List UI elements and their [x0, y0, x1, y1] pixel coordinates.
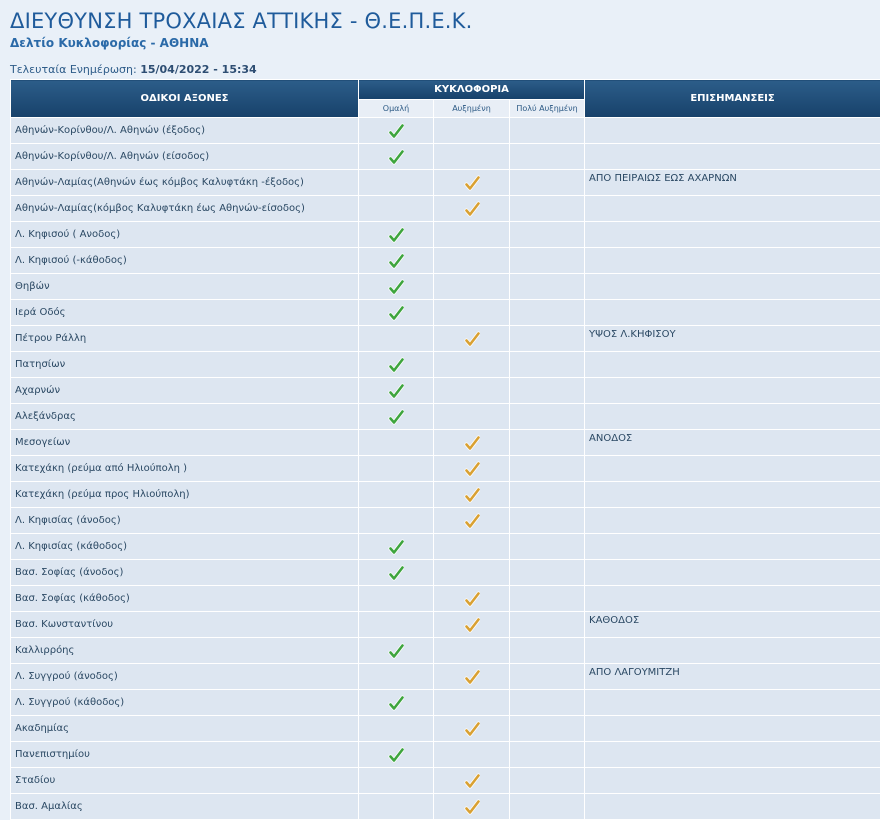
table-row [11, 274, 880, 300]
page-header [10, 8, 870, 51]
checkmark-icon [464, 201, 480, 217]
road-name: Βασ. Αμαλίας [11, 794, 359, 820]
road-name: Λ. Συγγρού (κάθοδος) [11, 690, 359, 716]
status-very-increased-cell [510, 612, 585, 638]
status-increased-cell [434, 768, 510, 794]
note-cell [585, 794, 880, 820]
note-cell [585, 404, 880, 430]
table-row [11, 534, 880, 560]
status-normal-cell [359, 378, 434, 404]
status-very-increased-cell [510, 508, 585, 534]
table-row [11, 378, 880, 404]
status-increased-cell [434, 430, 510, 456]
status-very-increased-cell [510, 794, 585, 820]
status-very-increased-cell [510, 586, 585, 612]
status-normal-cell [359, 482, 434, 508]
table-row [11, 638, 880, 664]
status-normal-cell [359, 300, 434, 326]
checkmark-icon [388, 695, 404, 711]
status-normal-cell [359, 352, 434, 378]
status-increased-cell [434, 248, 510, 274]
traffic-table [10, 79, 880, 820]
note-cell: ΑΠΟ ΛΑΓΟΥΜΙΤΖΗ [585, 664, 880, 690]
status-increased-cell [434, 196, 510, 222]
note-cell [585, 768, 880, 794]
note-cell: ΥΨΟΣ Λ.ΚΗΦΙΣΟΥ [585, 326, 880, 352]
checkmark-icon [464, 773, 480, 789]
header-very-increased: Πολύ Αυξημένη [510, 99, 585, 117]
table-row [11, 222, 880, 248]
table-row [11, 456, 880, 482]
road-name: Βασ. Κωνσταντίνου [11, 612, 359, 638]
road-name: Βασ. Σοφίας (άνοδος) [11, 560, 359, 586]
status-increased-cell [434, 274, 510, 300]
note-cell [585, 300, 880, 326]
header-notes: ΕΠΙΣΗΜΑΝΣΕΙΣ [585, 80, 880, 118]
checkmark-icon [464, 331, 480, 347]
table-row [11, 742, 880, 768]
road-name: Κατεχάκη (ρεύμα προς Ηλιούπολη) [11, 482, 359, 508]
table-row [11, 430, 880, 456]
status-increased-cell [434, 638, 510, 664]
status-increased-cell [434, 612, 510, 638]
status-normal-cell [359, 170, 434, 196]
checkmark-icon [464, 669, 480, 685]
road-name: Λ. Κηφισού (-κάθοδος) [11, 248, 359, 274]
status-increased-cell [434, 560, 510, 586]
status-increased-cell [434, 300, 510, 326]
note-cell [585, 482, 880, 508]
status-normal-cell [359, 430, 434, 456]
note-cell: ΚΑΘΟΔΟΣ [585, 612, 880, 638]
status-normal-cell [359, 144, 434, 170]
status-very-increased-cell [510, 118, 585, 144]
table-row [11, 794, 880, 820]
table-row [11, 170, 880, 196]
checkmark-icon [388, 149, 404, 165]
table-row [11, 326, 880, 352]
status-very-increased-cell [510, 326, 585, 352]
note-cell [585, 456, 880, 482]
table-row [11, 612, 880, 638]
note-cell [585, 118, 880, 144]
note-cell [585, 144, 880, 170]
status-increased-cell [434, 352, 510, 378]
road-name: Αλεξάνδρας [11, 404, 359, 430]
page-subtitle: Δελτίο Κυκλοφορίας - ΑΘΗΝΑ [10, 35, 870, 51]
status-normal-cell [359, 456, 434, 482]
last-update-value: 15/04/2022 - 15:34 [140, 63, 257, 76]
checkmark-icon [388, 409, 404, 425]
status-increased-cell [434, 690, 510, 716]
note-cell [585, 742, 880, 768]
note-cell [585, 508, 880, 534]
checkmark-icon [388, 253, 404, 269]
road-name: Θηβών [11, 274, 359, 300]
checkmark-icon [464, 435, 480, 451]
status-normal-cell [359, 742, 434, 768]
road-name: Λ. Κηφισίας (κάθοδος) [11, 534, 359, 560]
status-normal-cell [359, 404, 434, 430]
road-name: Λ. Κηφισού ( Ανοδος) [11, 222, 359, 248]
status-normal-cell [359, 690, 434, 716]
road-name: Πέτρου Ράλλη [11, 326, 359, 352]
status-normal-cell [359, 274, 434, 300]
table-row [11, 300, 880, 326]
status-very-increased-cell [510, 560, 585, 586]
status-very-increased-cell [510, 196, 585, 222]
header-normal: Ομαλή [359, 99, 434, 117]
note-cell [585, 690, 880, 716]
checkmark-icon [464, 175, 480, 191]
status-very-increased-cell [510, 248, 585, 274]
table-row [11, 690, 880, 716]
table-row [11, 664, 880, 690]
note-cell [585, 274, 880, 300]
table-row [11, 118, 880, 144]
status-normal-cell [359, 612, 434, 638]
status-normal-cell [359, 560, 434, 586]
checkmark-icon [464, 617, 480, 633]
status-very-increased-cell [510, 300, 585, 326]
checkmark-icon [388, 357, 404, 373]
checkmark-icon [464, 799, 480, 815]
status-normal-cell [359, 768, 434, 794]
status-normal-cell [359, 222, 434, 248]
status-very-increased-cell [510, 222, 585, 248]
status-very-increased-cell [510, 352, 585, 378]
header-traffic: ΚΥΚΛΟΦΟΡΙΑ [359, 80, 585, 100]
status-very-increased-cell [510, 638, 585, 664]
status-normal-cell [359, 326, 434, 352]
status-increased-cell [434, 144, 510, 170]
checkmark-icon [388, 747, 404, 763]
road-name: Αθηνών-Κορίνθου/Λ. Αθηνών (έξοδος) [11, 118, 359, 144]
status-very-increased-cell [510, 664, 585, 690]
status-normal-cell [359, 508, 434, 534]
checkmark-icon [388, 565, 404, 581]
note-cell: ΑΠΟ ΠΕΙΡΑΙΩΣ ΕΩΣ ΑΧΑΡΝΩΝ [585, 170, 880, 196]
status-very-increased-cell [510, 430, 585, 456]
status-normal-cell [359, 118, 434, 144]
status-normal-cell [359, 248, 434, 274]
checkmark-icon [464, 721, 480, 737]
status-normal-cell [359, 586, 434, 612]
note-cell: ΑΝΟΔΟΣ [585, 430, 880, 456]
road-name: Αθηνών-Λαμίας(Αθηνών έως κόμβος Καλυφτάκη -έξοδος) [11, 170, 359, 196]
road-name: Μεσογείων [11, 430, 359, 456]
status-normal-cell [359, 196, 434, 222]
status-increased-cell [434, 118, 510, 144]
status-increased-cell [434, 716, 510, 742]
status-normal-cell [359, 664, 434, 690]
checkmark-icon [388, 643, 404, 659]
table-row [11, 586, 880, 612]
note-cell [585, 534, 880, 560]
table-row [11, 144, 880, 170]
checkmark-icon [388, 539, 404, 555]
status-increased-cell [434, 742, 510, 768]
note-cell [585, 222, 880, 248]
checkmark-icon [388, 123, 404, 139]
status-normal-cell [359, 794, 434, 820]
road-name: Σταδίου [11, 768, 359, 794]
status-increased-cell [434, 508, 510, 534]
checkmark-icon [464, 461, 480, 477]
note-cell [585, 196, 880, 222]
status-increased-cell [434, 794, 510, 820]
status-increased-cell [434, 456, 510, 482]
road-name: Αθηνών-Λαμίας(κόμβος Καλυφτάκη έως Αθηνών-είσοδος) [11, 196, 359, 222]
table-row [11, 768, 880, 794]
status-increased-cell [434, 170, 510, 196]
status-very-increased-cell [510, 456, 585, 482]
table-row [11, 248, 880, 274]
status-increased-cell [434, 326, 510, 352]
status-increased-cell [434, 586, 510, 612]
checkmark-icon [464, 487, 480, 503]
checkmark-icon [388, 305, 404, 321]
road-name: Κατεχάκη (ρεύμα από Ηλιούπολη ) [11, 456, 359, 482]
note-cell [585, 352, 880, 378]
status-normal-cell [359, 638, 434, 664]
note-cell [585, 378, 880, 404]
road-name: Λ. Συγγρού (άνοδος) [11, 664, 359, 690]
status-very-increased-cell [510, 144, 585, 170]
page-title: ΔΙΕΥΘΥΝΣΗ ΤΡΟΧΑΙΑΣ ΑΤΤΙΚΗΣ - Θ.Ε.Π.Ε.Κ. [10, 8, 870, 34]
road-name: Ιερά Οδός [11, 300, 359, 326]
road-name: Λ. Κηφισίας (άνοδος) [11, 508, 359, 534]
road-name: Καλλιρρόης [11, 638, 359, 664]
header-road-axes: ΟΔΙΚΟΙ ΑΞΟΝΕΣ [11, 80, 359, 118]
note-cell [585, 716, 880, 742]
road-name: Αχαρνών [11, 378, 359, 404]
checkmark-icon [464, 513, 480, 529]
table-row [11, 404, 880, 430]
last-update [10, 63, 257, 77]
status-normal-cell [359, 534, 434, 560]
status-very-increased-cell [510, 534, 585, 560]
status-very-increased-cell [510, 404, 585, 430]
status-very-increased-cell [510, 170, 585, 196]
note-cell [585, 248, 880, 274]
table-row [11, 482, 880, 508]
traffic-rows [11, 118, 880, 820]
status-increased-cell [434, 378, 510, 404]
status-very-increased-cell [510, 690, 585, 716]
checkmark-icon [388, 383, 404, 399]
last-update-label: Τελευταία Ενημέρωση: [10, 63, 137, 76]
checkmark-icon [464, 591, 480, 607]
status-increased-cell [434, 222, 510, 248]
table-row [11, 560, 880, 586]
status-very-increased-cell [510, 482, 585, 508]
header-increased: Αυξημένη [434, 99, 510, 117]
status-increased-cell [434, 404, 510, 430]
checkmark-icon [388, 279, 404, 295]
table-row [11, 196, 880, 222]
note-cell [585, 638, 880, 664]
status-increased-cell [434, 664, 510, 690]
checkmark-icon [388, 227, 404, 243]
status-increased-cell [434, 534, 510, 560]
status-normal-cell [359, 716, 434, 742]
status-very-increased-cell [510, 716, 585, 742]
table-row [11, 508, 880, 534]
status-very-increased-cell [510, 768, 585, 794]
status-increased-cell [434, 482, 510, 508]
road-name: Αθηνών-Κορίνθου/Λ. Αθηνών (είσοδος) [11, 144, 359, 170]
road-name: Βασ. Σοφίας (κάθοδος) [11, 586, 359, 612]
status-very-increased-cell [510, 274, 585, 300]
table-row [11, 352, 880, 378]
status-very-increased-cell [510, 378, 585, 404]
note-cell [585, 586, 880, 612]
status-very-increased-cell [510, 742, 585, 768]
note-cell [585, 560, 880, 586]
road-name: Ακαδημίας [11, 716, 359, 742]
table-row [11, 716, 880, 742]
road-name: Πατησίων [11, 352, 359, 378]
road-name: Πανεπιστημίου [11, 742, 359, 768]
